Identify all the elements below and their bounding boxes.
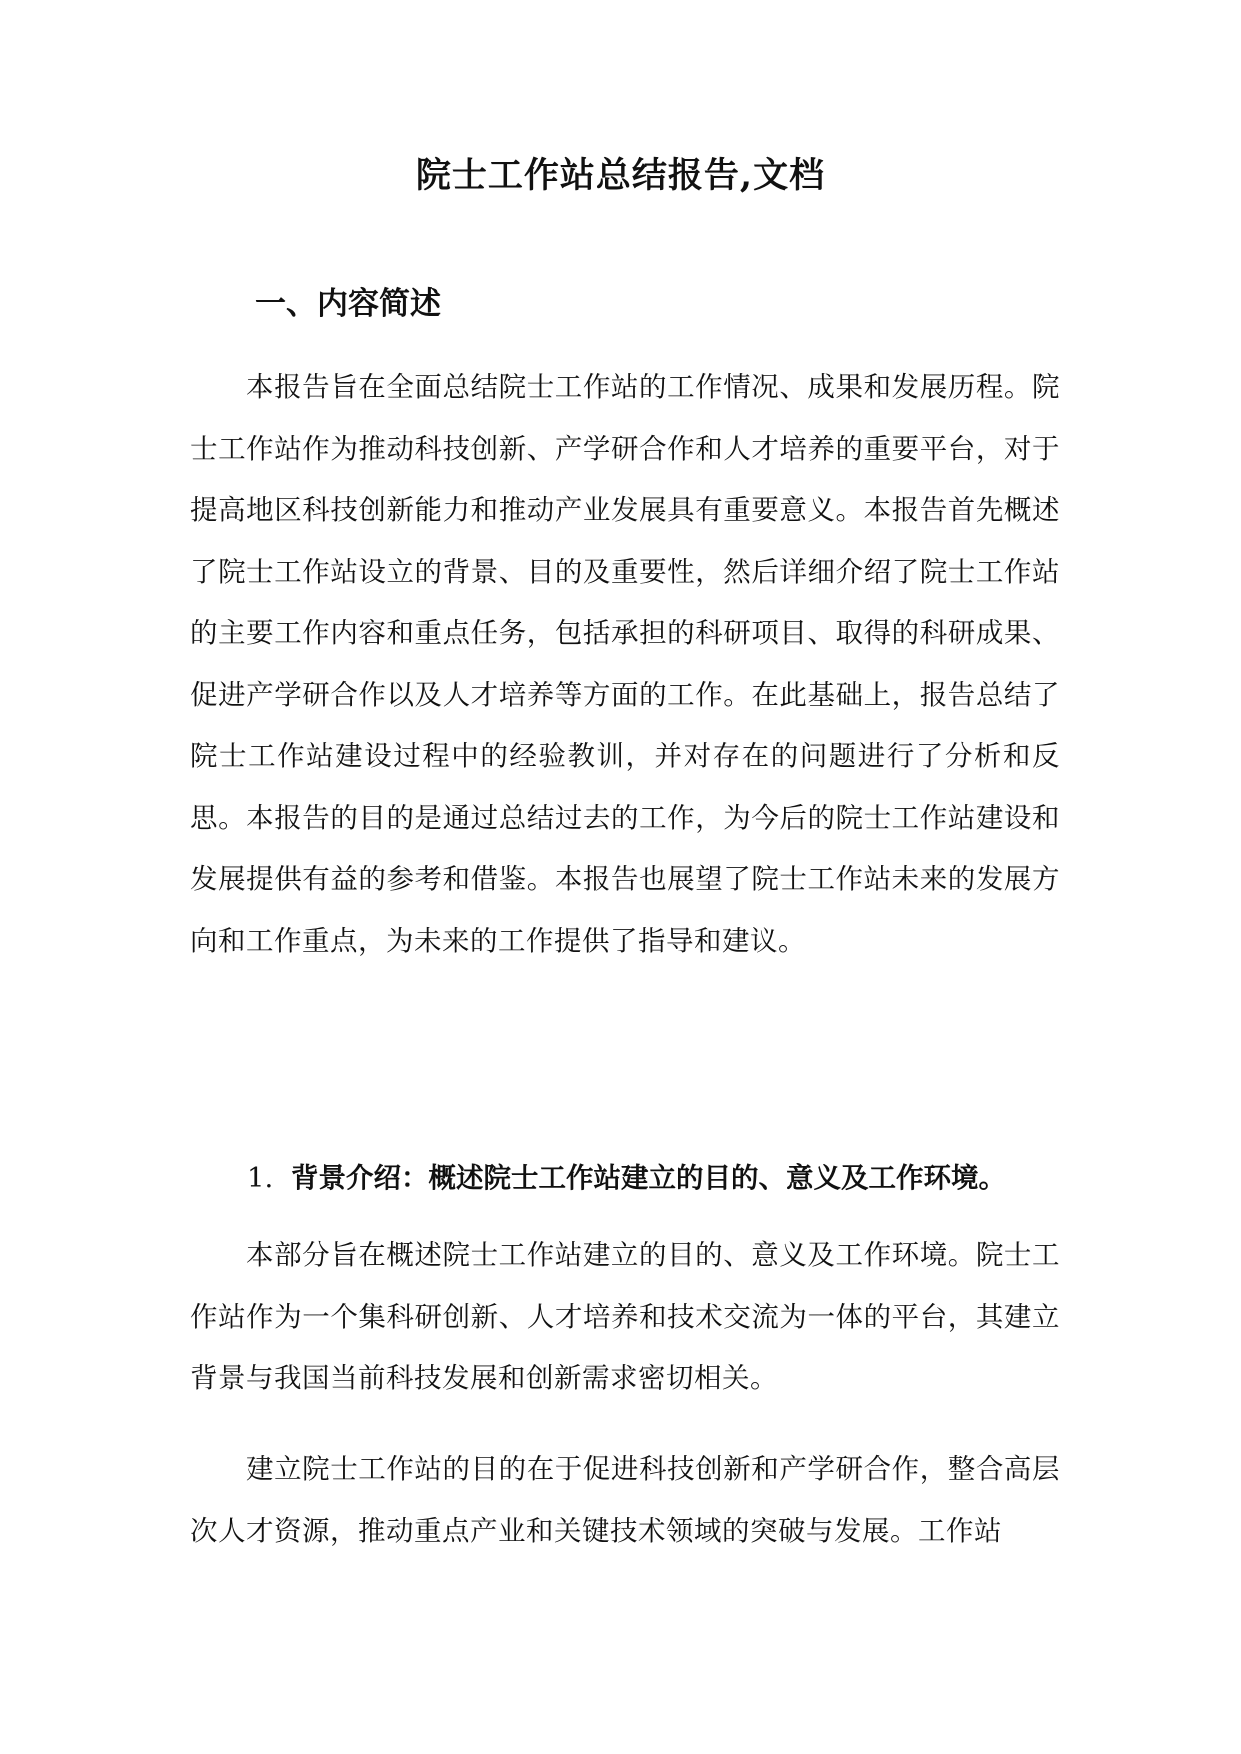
subheading-text: 背景介绍：概述院士工作站建立的目的、意义及工作环境。 [291, 1162, 1006, 1194]
subheading-background [247, 1154, 1006, 1202]
page-title: 院士工作站总结报告,文档 [415, 155, 826, 196]
summary-paragraph: 本报告旨在全面总结院士工作站的工作情况、成果和发展历程。院士工作站作为推动科技创新、产学研合作和人才培养的重要平台，对于提高地区科技创新能力和推动产业发展具有重要意义。本报告首先概述了院士工作站设立的背景、目的及重要性，然后详细介绍了院士工作站的主要工作内容和重点任务，包括承担的科研项目、取得的科研成果、促进产学研合作以及人才培养等方面的工作。在此基础上，报告总结了院士工作站建设过程中的经验教训，并对存在的问题进行了分析和反思。本报告的目的是通过总结过去的工作，为今后的院士工作站建设和发展提供有益的参考和借鉴。本报告也展望了院士工作站未来的发展方向和工作重点，为未来的工作提供了指导和建议。 [190, 371, 1060, 957]
background-paragraph: 本部分旨在概述院士工作站建立的目的、意义及工作环境。院士工作站作为一个集科研创新、人才培养和技术交流为一体的平台，其建立背景与我国当前科技发展和创新需求密切相关。 [190, 1239, 1060, 1394]
subheading-number: 1. [247, 1162, 274, 1194]
section-heading: 一、内容简述 [255, 286, 441, 322]
purpose-paragraph: 建立院士工作站的目的在于促进科技创新和产学研合作，整合高层次人才资源，推动重点产业和关键技术领域的突破与发展。工作站 [190, 1453, 1060, 1547]
